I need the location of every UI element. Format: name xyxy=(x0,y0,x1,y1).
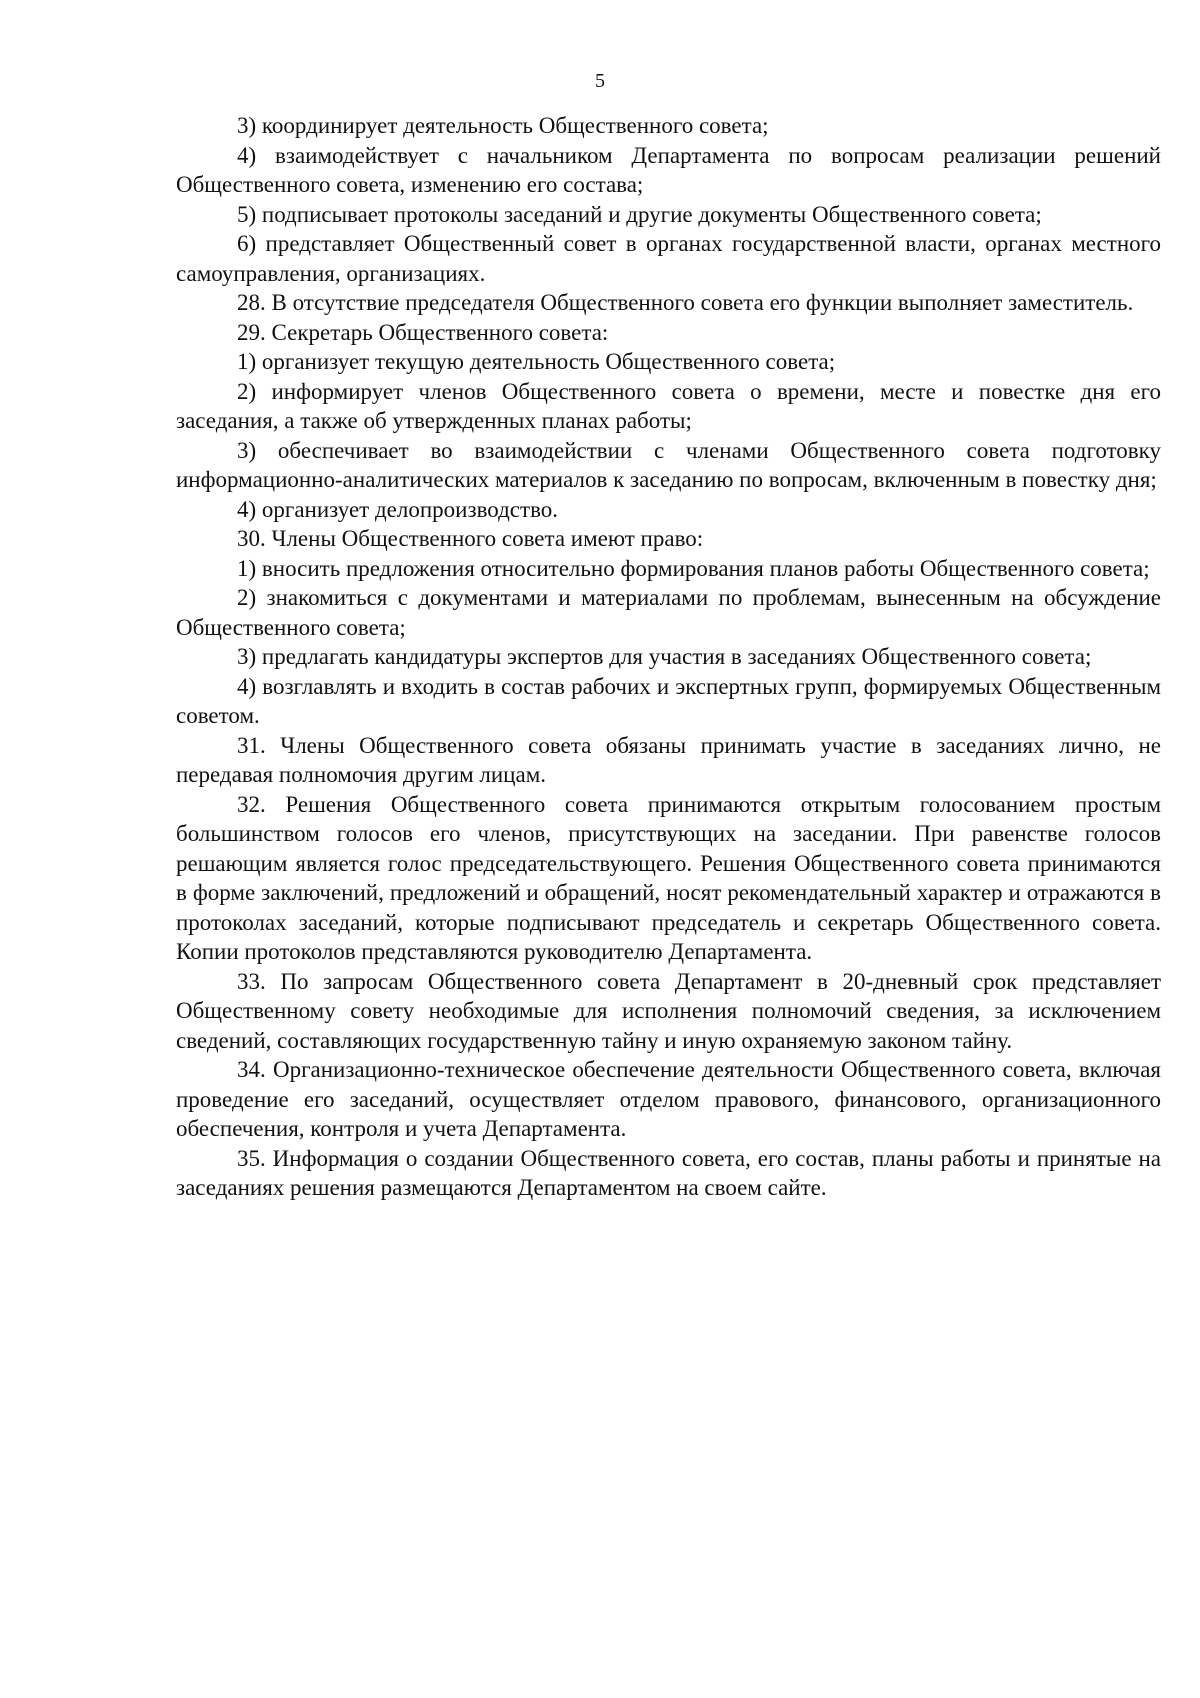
paragraph-clause-29-item-1: 1) организует текущую деятельность Общественного совета; xyxy=(237,349,836,374)
paragraph-clause-29-item-2: 2) информирует членов Общественного совета о времени, месте и повестке дня его заседания, а также об утвержденных планах работы; xyxy=(176,378,1161,433)
paragraph-clause-30-item-3: 3) предлагать кандидатуры экспертов для участия в заседаниях Общественного совета; xyxy=(237,644,1092,669)
paragraph-clause-30-item-4: 4) возглавлять и входить в состав рабочих и экспертных групп, формируемых Общественным советом. xyxy=(176,673,1161,728)
paragraph-item-4: 4) взаимодействует с начальником Департамента по вопросам реализации решений Общественного совета, изменению его состава; xyxy=(176,142,1161,197)
paragraph-clause-32: 32. Решения Общественного совета принимаются открытым голосованием простым большинством голосов его членов, присутствующих на заседании. При равенстве голосов решающим является голос председательствующего. Решения Общественного совета принимаются в форме заключений, предложений и обращений, носят рекомендательный характер и отражаются в протоколах заседаний, которые подписывают председатель и секретарь Общественного совета. Копии протоколов представляются руководителю Департамента. xyxy=(176,791,1161,964)
paragraph-clause-35: 35. Информация о создании Общественного совета, его состав, планы работы и принятые на заседаниях решения размещаются Департаментом на своем сайте. xyxy=(176,1145,1161,1200)
document-body xyxy=(176,111,1161,1203)
paragraph-item-6: 6) представляет Общественный совет в органах государственной власти, органах местного самоуправления, организациях. xyxy=(176,231,1161,286)
paragraph-clause-34: 34. Организационно-техническое обеспечение деятельности Общественного совета, включая проведение его заседаний, осуществляет отделом правового, финансового, организационного обеспечения, контроля и учета Департамента. xyxy=(176,1057,1161,1141)
paragraph-clause-29-item-4: 4) организует делопроизводство. xyxy=(237,496,559,522)
paragraph-clause-30-item-1: 1) вносить предложения относительно формирования планов работы Общественного совета; xyxy=(237,555,1150,581)
paragraph-clause-29: 29. Секретарь Общественного совета: xyxy=(237,319,609,345)
paragraph-clause-29-item-3: 3) обеспечивает во взаимодействии с членами Общественного совета подготовку информационно-аналитических материалов к заседанию по вопросам, включенным в повестку дня; xyxy=(176,437,1161,492)
paragraph-clause-33: 33. По запросам Общественного совета Департамент в 20-дневный срок представляет Общественному совету необходимые для исполнения полномочий сведения, за исключением сведений, составляющих государственную тайну и иную охраняемую законом тайну. xyxy=(176,968,1161,1053)
page-number: 5 xyxy=(595,70,605,92)
paragraph-clause-30-item-2: 2) знакомиться с документами и материалами по проблемам, вынесенным на обсуждение Общественного совета; xyxy=(176,585,1161,640)
paragraph-clause-30: 30. Члены Общественного совета имеют право: xyxy=(237,526,704,551)
paragraph-clause-28: 28. В отсутствие председателя Общественного совета его функции выполняет заместитель. xyxy=(237,290,1134,315)
paragraph-item-3: 3) координирует деятельность Общественного совета; xyxy=(237,113,769,138)
paragraph-clause-31: 31. Члены Общественного совета обязаны принимать участие в заседаниях лично, не передавая полномочия другим лицам. xyxy=(176,732,1161,787)
paragraph-item-5: 5) подписывает протоколы заседаний и другие документы Общественного совета; xyxy=(237,201,1042,227)
